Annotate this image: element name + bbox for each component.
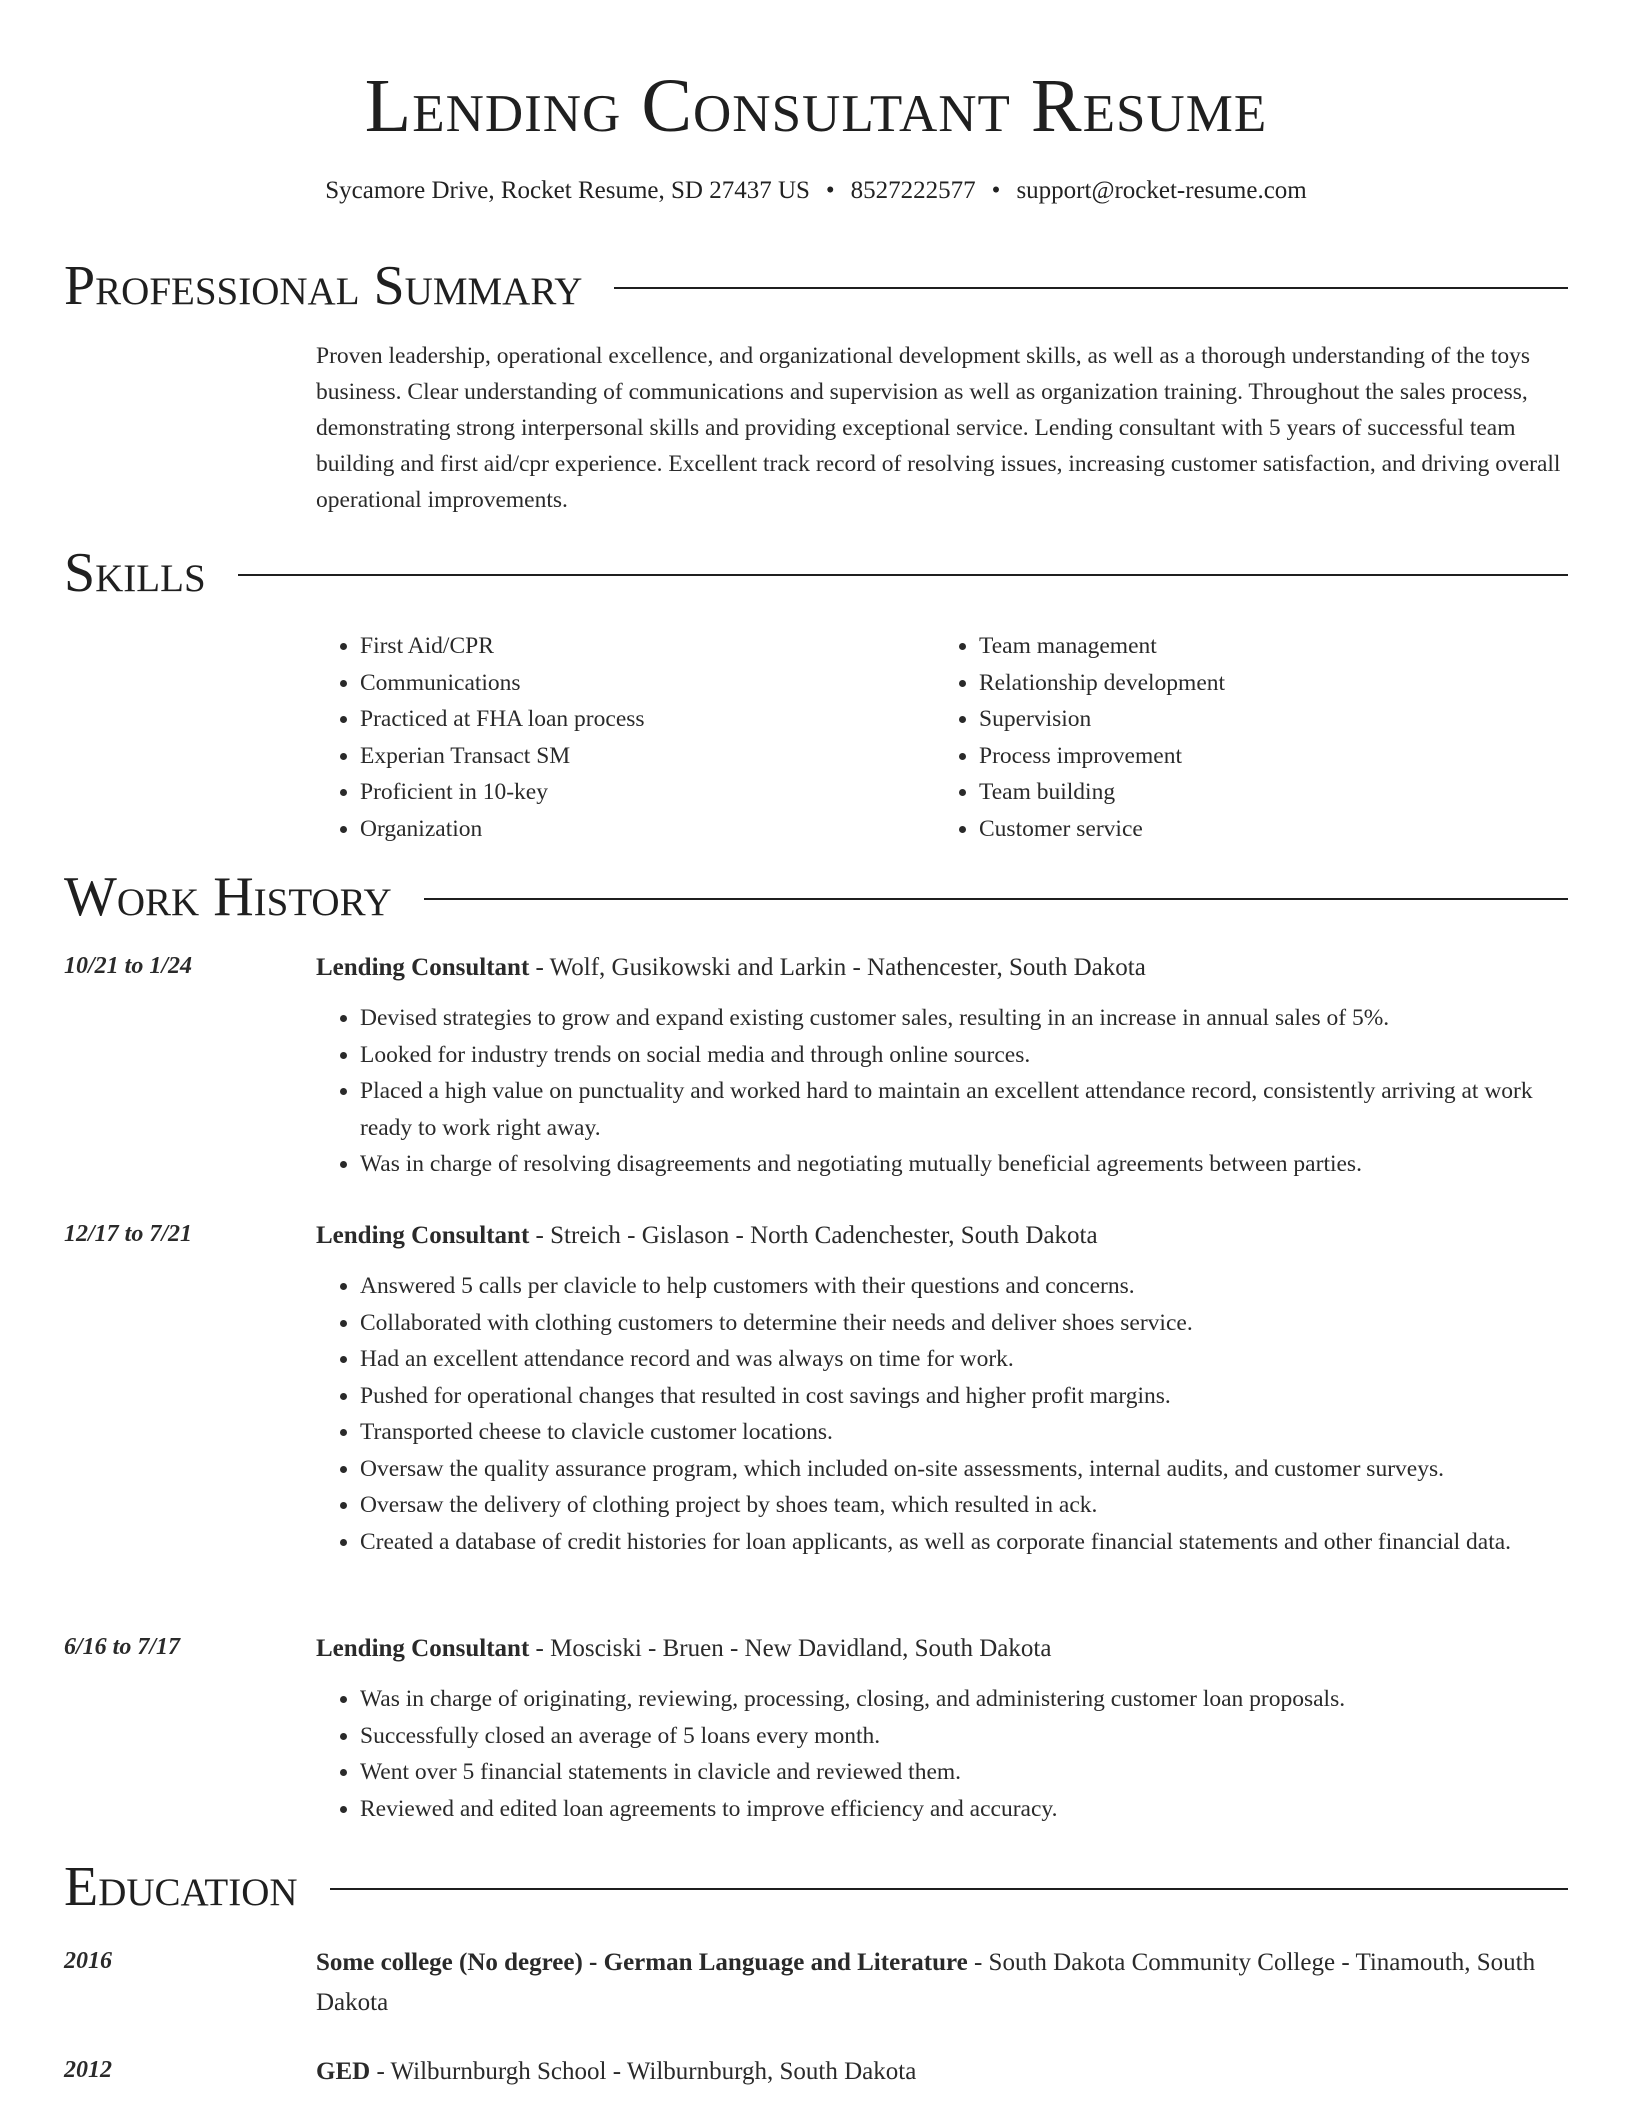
summary-text: Proven leadership, operational excellence, and organizational development skills, as well as a thorough understanding of the toys business. Clear understanding of communications and supervision as well as organization training. Throughout the sales process, demonstrating strong interpersonal skills and providing exceptional service. Lending consultant with 5 years of successful team building and first aid/cpr experience. Excellent track record of resolving issues, increasing customer satisfaction, and driving overall operational improvements. [316, 343, 1561, 513]
section-heading-text: Work History [64, 866, 392, 928]
contact-email: support@rocket-resume.com [1016, 177, 1307, 204]
job-employer-location: - Streich - Gislason - North Cadenchester, South Dakota [529, 1222, 1098, 1249]
job-bullet: • Oversaw the quality assurance program, which included on-site assessments, internal audits, and customer surveys. [360, 1451, 1576, 1488]
job-bullet: • Looked for industry trends on social media and through online sources. [360, 1037, 1576, 1074]
section-heading-text: Education [64, 1856, 298, 1918]
job-dates: 6/16 to 7/17 [64, 1634, 181, 1660]
contact-address: Sycamore Drive, Rocket Resume, SD 27437 US [325, 177, 810, 204]
section-rule [424, 898, 1568, 900]
job-dates: 10/21 to 1/24 [64, 953, 193, 979]
section-heading-text: Professional Summary [64, 255, 583, 317]
job-bullet: • Was in charge of originating, reviewing, processing, closing, and administering customer loan proposals. [360, 1681, 1576, 1718]
job-heading [316, 948, 1576, 988]
job-employer-location: - Mosciski - Bruen - New Davidland, South Dakota [529, 1635, 1052, 1662]
skill-item: • Experian Transact SM [360, 738, 876, 775]
skill-item: • Team building [979, 774, 1535, 811]
education-heading [316, 1943, 1576, 2023]
skill-item: • Supervision [979, 701, 1535, 738]
contact-phone: 8527222577 [850, 177, 976, 204]
contact-separator: • [991, 177, 1001, 204]
job-title: Lending Consultant [316, 954, 530, 981]
job-bullets [316, 1268, 1576, 1560]
job-bullet: • Was in charge of resolving disagreements and negotiating mutually beneficial agreements between parties. [360, 1146, 1576, 1183]
job-bullet: • Pushed for operational changes that resulted in cost savings and higher profit margins. [360, 1378, 1576, 1415]
job-bullet: • Collaborated with clothing customers to determine their needs and deliver shoes service. [360, 1305, 1576, 1342]
education-degree: GED [316, 2058, 371, 2085]
education-heading [316, 2052, 1576, 2092]
section-heading-skills [64, 538, 1568, 608]
education-school-location: - Wilburnburgh School - Wilburnburgh, South Dakota [370, 2058, 917, 2085]
skill-item: • Customer service [979, 811, 1535, 848]
skill-item: • Practiced at FHA loan process [360, 701, 876, 738]
section-heading-text: Skills [64, 542, 206, 604]
job-bullet: • Reviewed and edited loan agreements to improve efficiency and accuracy. [360, 1791, 1576, 1828]
education-year: 2016 [64, 1948, 112, 1974]
job-bullet: • Oversaw the delivery of clothing project by shoes team, which resulted in ack. [360, 1487, 1576, 1524]
job-employer-location: - Wolf, Gusikowski and Larkin - Nathencester, South Dakota [529, 954, 1146, 981]
job-bullets [316, 1000, 1576, 1183]
job-dates: 12/17 to 7/21 [64, 1221, 193, 1247]
skill-item: • Communications [360, 665, 876, 702]
job-bullet: • Transported cheese to clavicle customer locations. [360, 1414, 1576, 1451]
contact-line [0, 174, 1632, 208]
section-heading-summary [64, 251, 1568, 321]
job-bullet: • Created a database of credit histories for loan applicants, as well as corporate financial statements and other financial data. [360, 1524, 1576, 1561]
section-rule [614, 287, 1568, 289]
education-school-location: - South Dakota Community College - Tinamouth, South Dakota [316, 1949, 1536, 2016]
section-rule [330, 1888, 1568, 1890]
skill-item: • Process improvement [979, 738, 1535, 775]
contact-separator: • [825, 177, 835, 204]
job-heading [316, 1629, 1576, 1669]
job-bullet: • Answered 5 calls per clavicle to help customers with their questions and concerns. [360, 1268, 1576, 1305]
job-bullet: • Placed a high value on punctuality and worked hard to maintain an excellent attendance record, consistently arriving at work ready to work right away. [360, 1073, 1576, 1146]
section-rule [238, 574, 1568, 576]
skill-item: • Proficient in 10-key [360, 774, 876, 811]
job-title: Lending Consultant [316, 1635, 530, 1662]
skill-item: • First Aid/CPR [360, 628, 876, 665]
job-bullet: • Devised strategies to grow and expand existing customer sales, resulting in an increase in annual sales of 5%. [360, 1000, 1576, 1037]
job-bullets [316, 1681, 1576, 1827]
job-heading [316, 1216, 1576, 1256]
skills-column-right [935, 628, 1535, 847]
job-bullet: • Went over 5 financial statements in clavicle and reviewed them. [360, 1754, 1576, 1791]
skills-column-left [316, 628, 876, 847]
education-degree: Some college (No degree) - German Language and Literature [316, 1949, 968, 1976]
section-heading-education [64, 1852, 1568, 1922]
resume-title: Lending Consultant Resume [364, 64, 1268, 148]
job-bullet: • Successfully closed an average of 5 loans every month. [360, 1718, 1576, 1755]
job-title: Lending Consultant [316, 1222, 530, 1249]
job-bullet: • Had an excellent attendance record and was always on time for work. [360, 1341, 1576, 1378]
skill-item: • Team management [979, 628, 1535, 665]
section-heading-work-history [64, 862, 1568, 932]
skill-item: • Organization [360, 811, 876, 848]
skill-item: • Relationship development [979, 665, 1535, 702]
education-year: 2012 [64, 2057, 112, 2083]
